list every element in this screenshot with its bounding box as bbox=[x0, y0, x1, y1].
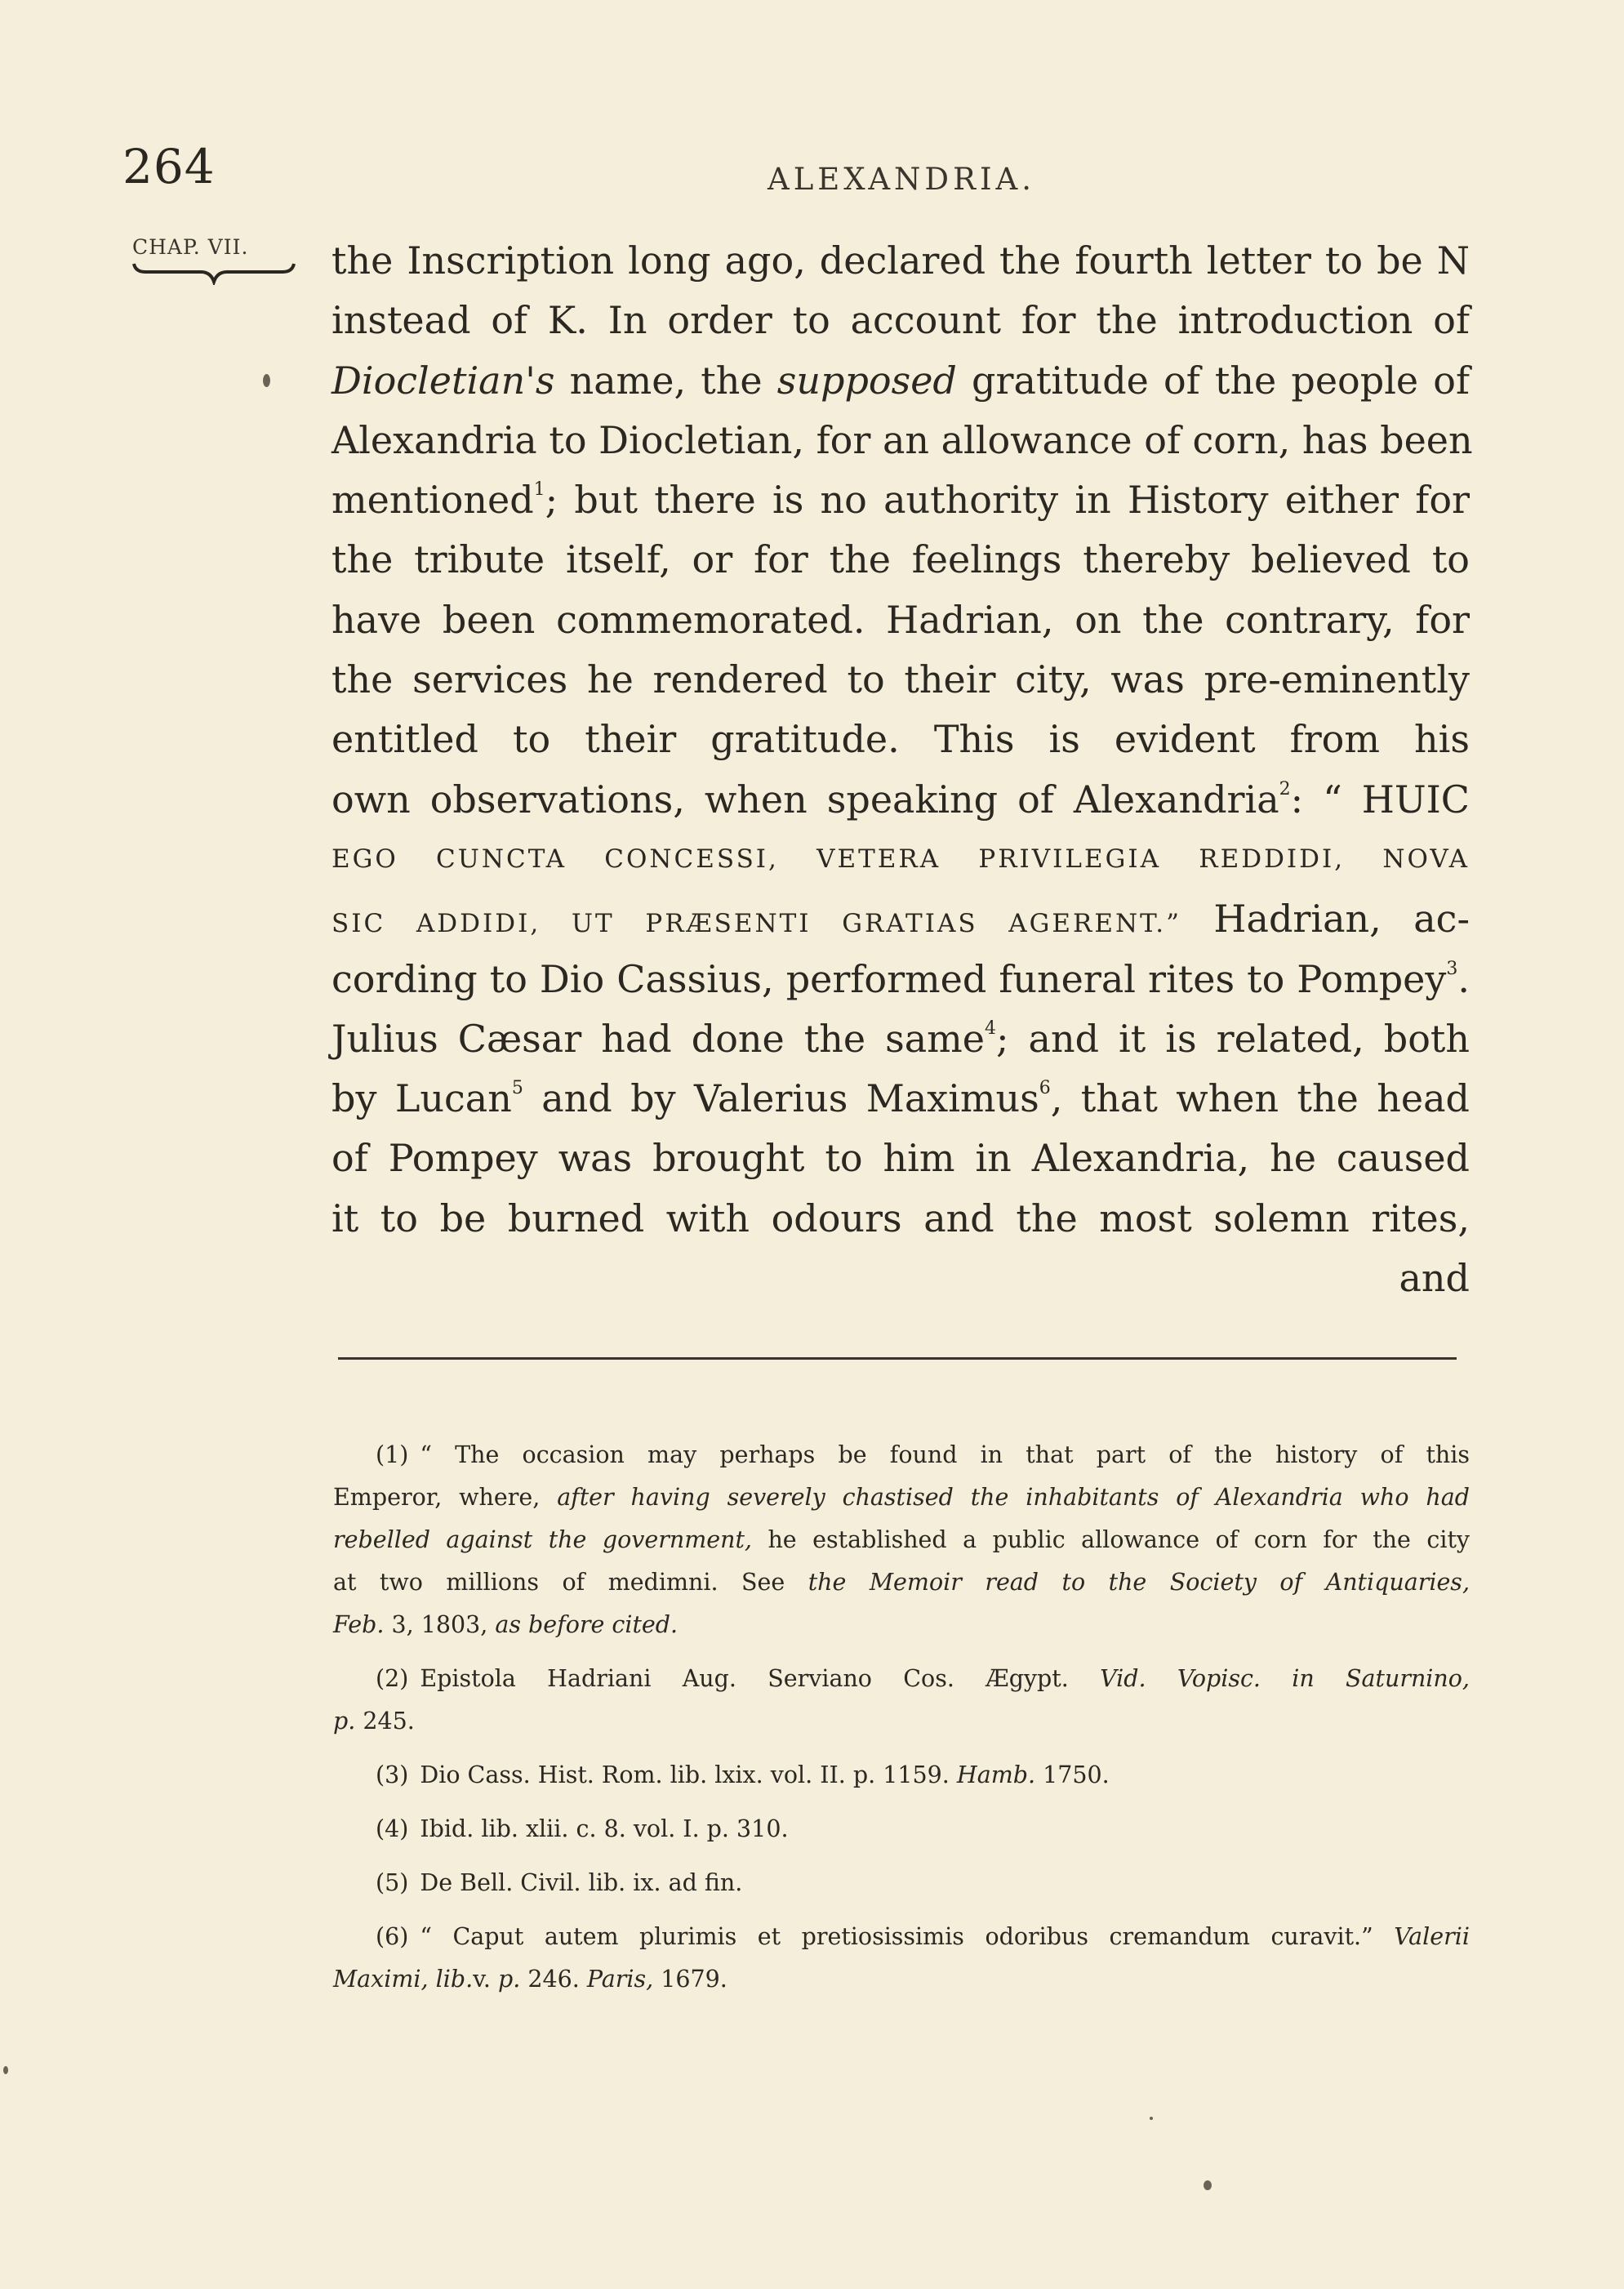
brace-ornament-icon bbox=[132, 261, 296, 285]
body-line: entitled to their gratitude. This is evident from his bbox=[331, 717, 1470, 762]
footnote-number: (4) bbox=[376, 1815, 409, 1842]
footnote-number: (1) bbox=[376, 1441, 409, 1468]
italic-name: Diocletian's bbox=[331, 358, 555, 403]
footnote-ref[interactable]: 6 bbox=[1039, 1078, 1051, 1099]
footnote-6: (6) “ Caput autem plurimis et pretiosissimis odoribus cremandum curavit.” Valerii Maximi, lib.v. p. 246. Paris, 1679. bbox=[333, 1923, 1470, 1993]
footnote-ref[interactable]: 5 bbox=[511, 1078, 523, 1099]
catchword: and bbox=[1399, 1256, 1470, 1301]
footnote-2: (2) Epistola Hadriani Aug. Serviano Cos. Ægypt. Vid. Vopisc. in Saturnino, p. 245. bbox=[333, 1665, 1470, 1735]
latin-quote-line: EGO CUNCTA CONCESSI, VETERA PRIVILEGIA REDDIDI, NOVA bbox=[331, 844, 1470, 874]
footnote-ref[interactable]: 2 bbox=[1279, 778, 1291, 799]
body-line: Diocletian's name, the supposed gratitude of the people of bbox=[331, 358, 1470, 403]
page-number: 264 bbox=[122, 139, 216, 194]
footnote-number: (6) bbox=[376, 1923, 409, 1950]
footnote-ref[interactable]: 4 bbox=[985, 1018, 996, 1039]
ink-speck bbox=[1204, 2180, 1212, 2190]
body-line: the Inscription long ago, declared the fourth letter to be N bbox=[331, 238, 1470, 283]
footnote-4: (4) Ibid. lib. xlii. c. 8. vol. I. p. 310. bbox=[376, 1815, 789, 1842]
footnote-rule bbox=[338, 1357, 1457, 1360]
footnote-1: (1) “ The occasion may perhaps be found in that part of the history of this Emperor, where, after having severely chastised the inhabitants of Alexandria who had rebelled against the government, he established a public allowance of corn for the city at two millions of medimni. See the Memoir read to the Society of Antiquaries, Feb. 3, 1803, as before cited. bbox=[333, 1441, 1470, 1638]
body-line: own observations, when speaking of Alexandria$^2$: “ HUIC bbox=[331, 777, 1470, 822]
footnote-ref[interactable]: 1 bbox=[533, 479, 545, 501]
body-line: mentioned$^1$; but there is no authority in History either for bbox=[331, 478, 1470, 523]
body-line: instead of K. In order to account for the introduction of bbox=[331, 298, 1470, 343]
body-line: by Lucan$^5$ and by Valerius Maximus$^6$, that when the head bbox=[331, 1076, 1470, 1121]
body-line: Alexandria to Diocletian, for an allowance of corn, has been bbox=[331, 417, 1473, 462]
footnote-number: (2) bbox=[376, 1665, 409, 1692]
italic-word: supposed bbox=[776, 358, 957, 403]
body-line: SIC ADDIDI, UT PRÆSENTI GRATIAS AGERENT.” Hadrian, ac- bbox=[331, 897, 1470, 942]
chapter-marker bbox=[132, 235, 312, 285]
chapter-label: CHAP. VII. bbox=[132, 235, 249, 259]
footnotes bbox=[333, 1434, 1470, 2012]
ink-speck bbox=[1150, 2117, 1153, 2120]
body-line: the services he rendered to their city, was pre-eminently bbox=[331, 657, 1470, 702]
body-line: the tribute itself, or for the feelings thereby believed to bbox=[331, 537, 1470, 582]
footnote-5: (5) De Bell. Civil. lib. ix. ad fin. bbox=[376, 1869, 743, 1896]
body-line: it to be burned with odours and the most solemn rites, bbox=[331, 1196, 1470, 1240]
latin-quote-end: SIC ADDIDI, UT PRÆSENTI GRATIAS AGERENT.” bbox=[331, 909, 1181, 939]
footnote-ref[interactable]: 3 bbox=[1446, 958, 1458, 979]
body-line: Julius Cæsar had done the same$^4$; and it is related, both bbox=[331, 1016, 1470, 1061]
body-text bbox=[331, 231, 1473, 1308]
footnote-3: (3) Dio Cass. Hist. Rom. lib. lxix. vol. II. p. 1159. Hamb. 1750. bbox=[376, 1761, 1110, 1788]
footnote-number: (5) bbox=[376, 1869, 409, 1896]
body-line: of Pompey was brought to him in Alexandria, he caused bbox=[331, 1136, 1470, 1181]
body-line: have been commemorated. Hadrian, on the contrary, for bbox=[331, 597, 1470, 642]
ink-speck bbox=[3, 2066, 8, 2074]
running-head: ALEXANDRIA. bbox=[768, 162, 1036, 197]
ink-speck bbox=[263, 374, 270, 387]
body-line: cording to Dio Cassius, performed funeral rites to Pompey$^3$. bbox=[331, 956, 1470, 1001]
footnote-number: (3) bbox=[376, 1761, 409, 1788]
